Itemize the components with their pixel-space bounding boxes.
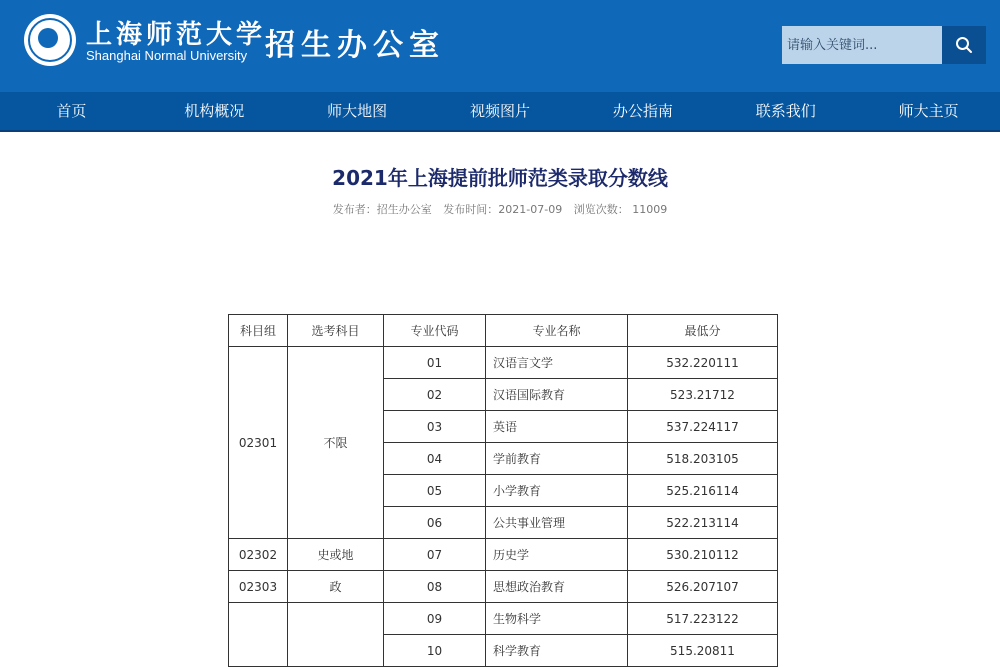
cell-group [229,603,288,667]
cell-group: 02301 [229,347,288,539]
nav-item-map[interactable]: 师大地图 [327,102,388,120]
cell-min-score: 537.224117 [628,411,778,443]
office-name: 招生办公室 [265,28,445,63]
nav-item-contact[interactable]: 联系我们 [755,102,816,120]
university-logo-icon[interactable] [24,14,76,66]
cell-code: 02 [384,379,486,411]
cell-group: 02303 [229,571,288,603]
cell-major-name: 小学教育 [486,475,628,507]
nav-item-home[interactable]: 首页 [56,102,87,120]
article-title: 2021年上海提前批师范类录取分数线 [332,166,668,190]
nav-item-media[interactable]: 视频图片 [470,102,531,120]
cell-subject: 不限 [288,347,384,539]
cell-code: 08 [384,571,486,603]
header-group: 科目组 [229,315,288,347]
main-nav [0,92,1000,131]
cell-code: 07 [384,539,486,571]
cell-code: 03 [384,411,486,443]
article-views: 浏览次数： 11009 [573,203,668,216]
header-subject: 选考科目 [288,315,384,347]
table-row [229,571,778,603]
cell-code: 05 [384,475,486,507]
cell-min-score: 526.207107 [628,571,778,603]
school-name-en[interactable]: Shanghai Normal University [86,48,248,63]
cell-major-name: 学前教育 [486,443,628,475]
cell-major-name: 科学教育 [486,635,628,667]
cell-min-score: 522.213114 [628,507,778,539]
table-row [229,539,778,571]
cell-min-score: 517.223122 [628,603,778,635]
cell-major-name: 汉语国际教育 [486,379,628,411]
cell-subject: 政 [288,571,384,603]
cell-major-name: 思想政治教育 [486,571,628,603]
cell-code: 09 [384,603,486,635]
search-icon [955,36,973,54]
cell-code: 01 [384,347,486,379]
header-major-name: 专业名称 [486,315,628,347]
nav-divider [0,130,1000,132]
search-button[interactable] [942,26,986,64]
cell-min-score: 525.216114 [628,475,778,507]
header-code: 专业代码 [384,315,486,347]
cell-major-name: 生物科学 [486,603,628,635]
cell-major-name: 公共事业管理 [486,507,628,539]
cell-min-score: 530.210112 [628,539,778,571]
cell-major-name: 汉语言文学 [486,347,628,379]
nav-item-about[interactable]: 机构概况 [184,102,245,120]
article-publish-time: 发布时间：2021-07-09 [443,203,563,216]
nav-item-university-home[interactable]: 师大主页 [898,102,959,120]
table-header-row [229,315,778,347]
cell-group: 02302 [229,539,288,571]
article-meta [0,201,1000,217]
table-row [229,347,778,379]
cell-min-score: 523.21712 [628,379,778,411]
cell-min-score: 532.220111 [628,347,778,379]
school-name-cn[interactable]: 上海师范大学 [86,20,267,50]
nav-item-guide[interactable]: 办公指南 [612,102,673,120]
cell-major-name: 英语 [486,411,628,443]
cell-code: 06 [384,507,486,539]
search-input[interactable] [782,26,942,64]
cell-subject [288,603,384,667]
table-row [229,603,778,635]
cell-code: 10 [384,635,486,667]
admission-score-table [228,314,778,667]
cell-major-name: 历史学 [486,539,628,571]
site-header [0,0,1000,92]
cell-subject: 史或地 [288,539,384,571]
header-min-score: 最低分 [628,315,778,347]
cell-min-score: 518.203105 [628,443,778,475]
cell-code: 04 [384,443,486,475]
article-publisher: 发布者：招生办公室 [332,203,432,216]
cell-min-score: 515.20811 [628,635,778,667]
